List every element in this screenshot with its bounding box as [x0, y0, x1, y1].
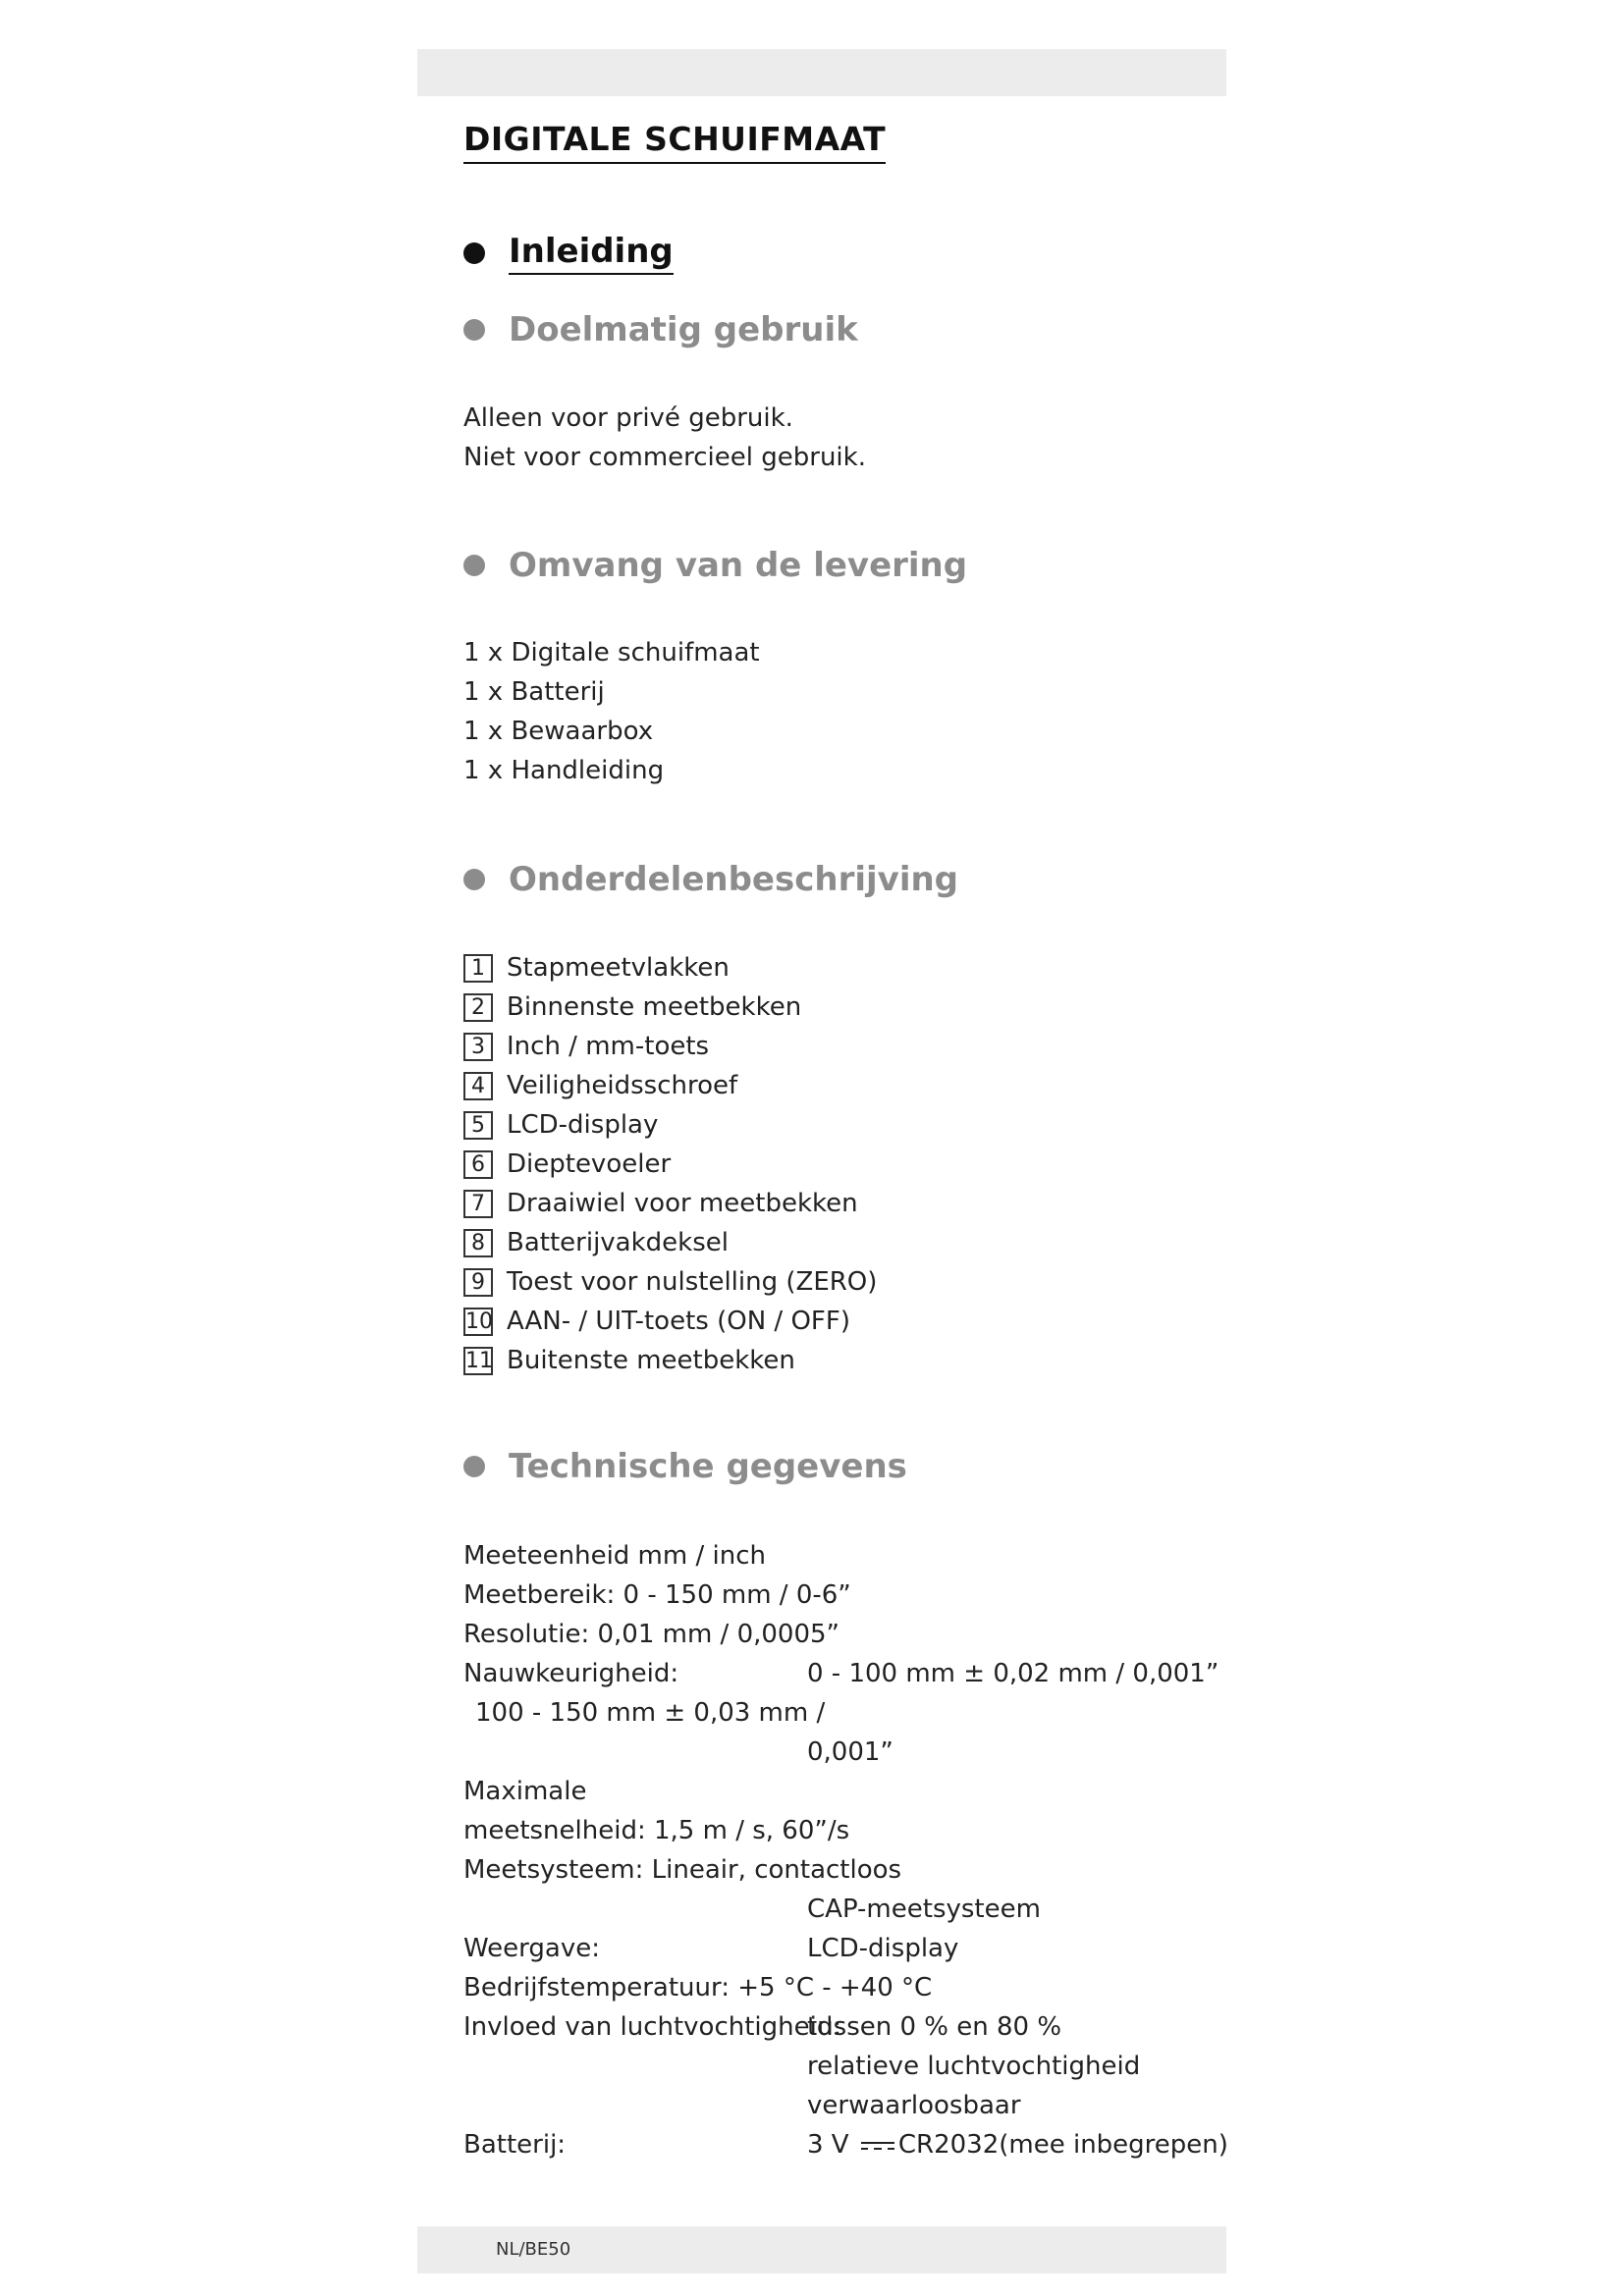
spec-value: tussen 0 % en 80 %: [807, 2012, 1062, 2042]
bullet-icon: [463, 869, 485, 890]
bullet-icon: [463, 555, 485, 576]
list-item: 1 x Bewaarbox: [463, 717, 654, 746]
part-number-box: 5: [463, 1111, 493, 1140]
part-label: Veiligheidsschroef: [507, 1071, 738, 1100]
heading-text: Omvang van de levering: [509, 546, 968, 585]
text-line: Niet voor commercieel gebruik.: [463, 443, 866, 472]
spec-value: relatieve luchtvochtigheid: [807, 2052, 1141, 2081]
part-number-box: 10: [465, 1308, 493, 1334]
header-bar: [417, 49, 1226, 96]
spec-value: CAP-meetsysteem: [807, 1895, 1041, 1924]
heading-omvang-levering: [463, 546, 967, 585]
page-code: NL/BE50: [496, 2239, 571, 2260]
battery-voltage: 3 V: [807, 2130, 849, 2160]
spec-row: [463, 1575, 932, 1615]
list-item: [463, 1302, 877, 1341]
heading-text: Inleiding: [509, 232, 674, 275]
scope-list: [463, 633, 760, 790]
part-number-box: 2: [463, 993, 493, 1022]
part-number-box: 7: [463, 1190, 493, 1218]
part-label: AAN- / UIT-toets (ON / OFF): [507, 1307, 850, 1336]
part-label: Dieptevoeler: [507, 1149, 672, 1179]
spec-row: [463, 1693, 932, 1733]
list-item: [463, 1223, 877, 1262]
spec-value: [807, 2125, 1228, 2164]
spec-row: [463, 1615, 932, 1654]
spec-label: Invloed van luchtvochtigheid:: [463, 2012, 842, 2042]
spec-row: [463, 1811, 932, 1850]
part-number-box: 3: [463, 1033, 493, 1061]
spec-text: meetsnelheid: 1,5 m / s, 60”/s: [463, 1816, 850, 1845]
spec-text: Resolutie: 0,01 mm / 0,0005”: [463, 1620, 840, 1649]
spec-row: [463, 1733, 932, 1772]
part-label: Batterijvakdeksel: [507, 1228, 729, 1257]
dc-current-icon: [859, 2139, 896, 2153]
heading-text: Doelmatig gebruik: [509, 310, 858, 349]
list-item: 1 x Batterij: [463, 677, 605, 707]
technical-data: [463, 1536, 1228, 2164]
spec-row: [463, 1929, 959, 1968]
parts-list: [463, 948, 877, 1380]
spec-label: Nauwkeurigheid:: [463, 1659, 679, 1688]
spec-value: verwaarloosbaar: [807, 2091, 1021, 2120]
list-item: [463, 948, 877, 988]
part-label: Inch / mm-toets: [507, 1032, 710, 1061]
spec-text: 100 - 150 mm ± 0,03 mm /: [475, 1698, 826, 1728]
bullet-icon: [463, 319, 485, 341]
spec-text: Bedrijfstemperatuur: +5 °C - +40 °C: [463, 1973, 933, 2002]
spec-row: [463, 1536, 932, 1575]
spec-label: Batterij:: [463, 2130, 567, 2160]
list-item: [463, 1184, 877, 1223]
spec-row: [463, 1890, 1041, 1929]
heading-inleiding: [463, 232, 674, 275]
part-number-box: 9: [463, 1268, 493, 1297]
heading-onderdelenbeschrijving: [463, 860, 958, 899]
spec-label: Maximale: [463, 1777, 587, 1806]
part-label: LCD-display: [507, 1110, 659, 1140]
text-line: Alleen voor privé gebruik.: [463, 403, 793, 433]
heading-doelmatig-gebruik: [463, 310, 858, 349]
spec-label: Weergave:: [463, 1934, 600, 1963]
part-label: Toest voor nulstelling (ZERO): [507, 1267, 878, 1297]
list-item: 1 x Digitale schuifmaat: [463, 638, 760, 667]
list-item: [463, 988, 877, 1027]
spec-row: [463, 2047, 1141, 2086]
list-item: [463, 1066, 877, 1105]
list-item: [463, 1145, 877, 1184]
footer-bar: [417, 2226, 1226, 2273]
part-number-box: 8: [463, 1229, 493, 1257]
part-label: Binnenste meetbekken: [507, 992, 802, 1022]
part-label: Draaiwiel voor meetbekken: [507, 1189, 858, 1218]
spec-text: Meeteenheid mm / inch: [463, 1541, 766, 1571]
list-item: [463, 1341, 877, 1380]
spec-row: [463, 1968, 932, 2007]
spec-value: LCD-display: [807, 1934, 959, 1963]
spec-row: [463, 1850, 932, 1890]
list-item: [463, 1262, 877, 1302]
part-number-box: 6: [463, 1150, 493, 1179]
spec-text: Meetsysteem: Lineair, contactloos: [463, 1855, 902, 1885]
battery-type: CR2032(mee inbegrepen): [897, 2130, 1228, 2160]
spec-row: [463, 1772, 932, 1811]
spec-text: Meetbereik: 0 - 150 mm / 0-6”: [463, 1580, 851, 1610]
list-item: [463, 1027, 877, 1066]
spec-value: 0,001”: [807, 1737, 893, 1767]
list-item: [463, 1105, 877, 1145]
use-text: [463, 399, 866, 477]
heading-text: Technische gegevens: [509, 1447, 907, 1486]
bullet-icon: [463, 1456, 485, 1477]
document-title: DIGITALE SCHUIFMAAT: [463, 120, 886, 164]
part-number-box: 1: [463, 954, 493, 983]
heading-text: Onderdelenbeschrijving: [509, 860, 959, 899]
part-number-box: 4: [463, 1072, 493, 1100]
spec-row: [463, 2125, 1228, 2164]
part-label: Stapmeetvlakken: [507, 953, 730, 983]
spec-row: [463, 2086, 1021, 2125]
list-item: 1 x Handleiding: [463, 756, 665, 785]
spec-value: 0 - 100 mm ± 0,02 mm / 0,001”: [807, 1659, 1219, 1688]
part-label: Buitenste meetbekken: [507, 1346, 795, 1375]
part-number-box: 11: [465, 1348, 493, 1373]
spec-row: [463, 1654, 1219, 1693]
spec-row: [463, 2007, 1062, 2047]
heading-technische-gegevens: [463, 1447, 907, 1486]
bullet-icon: [463, 242, 485, 264]
